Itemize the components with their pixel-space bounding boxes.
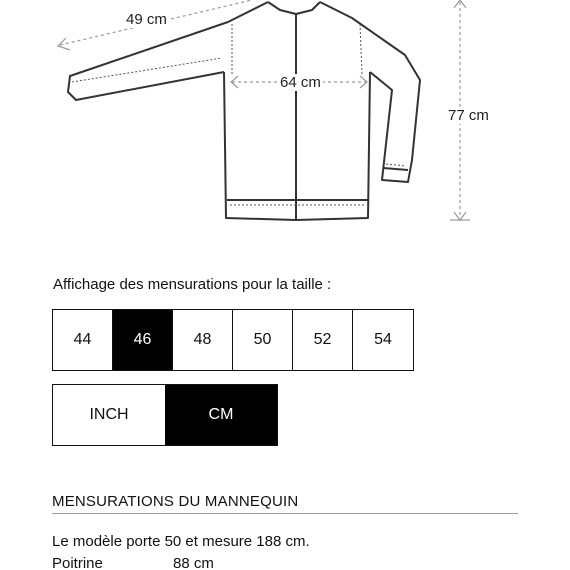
section-divider (52, 513, 518, 514)
size-option-46[interactable]: 46 (113, 310, 173, 370)
model-stat-value: 88 cm (173, 555, 214, 570)
size-option-44[interactable]: 44 (53, 310, 113, 370)
size-selector (52, 309, 414, 371)
chest-measurement-label: 64 cm (280, 74, 321, 91)
model-measurements-title: MENSURATIONS DU MANNEQUIN (52, 493, 299, 510)
size-option-54[interactable]: 54 (353, 310, 413, 370)
size-option-48[interactable]: 48 (173, 310, 233, 370)
size-option-50[interactable]: 50 (233, 310, 293, 370)
sleeve-measurement-label: 49 cm (126, 11, 167, 28)
size-display-heading: Affichage des mensurations pour la taille : (53, 276, 332, 293)
unit-toggle (52, 384, 278, 446)
model-stat-label: Poitrine (52, 555, 103, 570)
length-measurement-label: 77 cm (448, 107, 489, 124)
unit-inch-button[interactable]: INCH (53, 385, 165, 445)
size-option-52[interactable]: 52 (293, 310, 353, 370)
unit-cm-button[interactable]: CM (165, 385, 277, 445)
garment-measurement-diagram (0, 0, 570, 240)
model-description: Le modèle porte 50 et mesure 188 cm. (52, 533, 310, 550)
model-stat-row (52, 555, 214, 570)
